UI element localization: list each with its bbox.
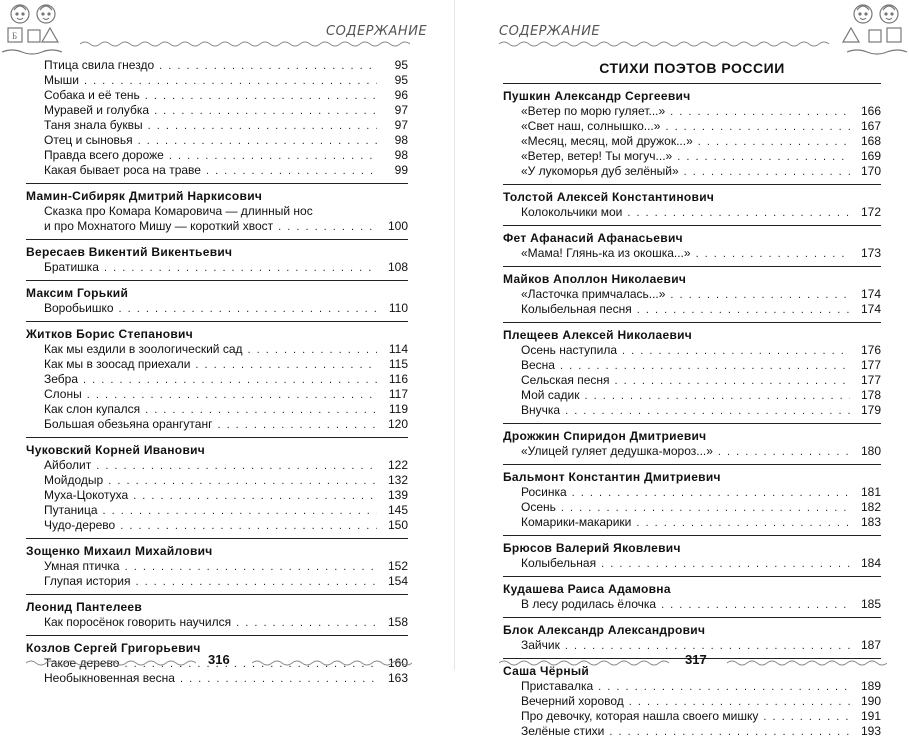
author-name: Саша Чёрный [503, 664, 590, 678]
entry-page-number: 189 [860, 679, 881, 693]
entry-page-number: 187 [860, 638, 881, 652]
entry-page-number: 114 [388, 342, 408, 356]
entry-title: «Ласточка примчалась...» [521, 287, 666, 301]
author-name: Козлов Сергей Григорьевич [26, 641, 201, 655]
entry-title: Мыши [44, 73, 79, 87]
entry-title: Зелёные стихи [521, 724, 605, 738]
toc-entry[interactable] [26, 615, 408, 630]
entry-title: Слоны [44, 387, 82, 401]
section-divider [503, 322, 881, 323]
author-name: Житков Борис Степанович [26, 327, 193, 341]
dot-leader [154, 104, 377, 119]
entry-title: Колыбельная [521, 556, 597, 570]
section-divider [26, 239, 408, 240]
dot-leader [763, 710, 850, 725]
dot-leader [148, 119, 377, 134]
toc-entry[interactable] [503, 638, 881, 653]
toc-entry[interactable] [503, 373, 881, 388]
dot-leader [236, 616, 377, 631]
dot-leader [206, 164, 377, 179]
entry-title: «Свет наш, солнышко...» [521, 119, 661, 133]
dot-leader [217, 418, 377, 433]
entry-page-number: 99 [394, 163, 408, 177]
section-divider [503, 184, 881, 185]
toc-entry[interactable] [503, 403, 881, 418]
section-divider [26, 538, 408, 539]
dot-leader [278, 220, 377, 235]
entry-page-number: 98 [394, 133, 408, 147]
entry-title: «Месяц, месяц, мой дружок...» [521, 134, 693, 148]
section-divider [503, 464, 881, 465]
toc-entry[interactable] [503, 597, 881, 612]
entry-title: Как мы ездили в зоологический сад [44, 342, 243, 356]
dot-leader [661, 598, 850, 613]
page-number: 316 [208, 652, 230, 667]
toc-entry[interactable] [503, 709, 881, 724]
dot-leader [87, 388, 377, 403]
dot-leader [684, 165, 850, 180]
svg-text:Б: Б [12, 31, 18, 41]
dot-leader [670, 105, 850, 120]
footer-wave-left [26, 659, 196, 667]
entry-title: Необыкновенная весна [44, 671, 175, 685]
toc-entry[interactable] [26, 458, 408, 473]
entry-title: Какая бывает роса на траве [44, 163, 201, 177]
toc-entry[interactable] [503, 358, 881, 373]
dot-leader [584, 389, 850, 404]
section-title: СТИХИ ПОЭТОВ РОССИИ [599, 60, 785, 76]
entry-title: Мойдодыр [44, 473, 104, 487]
dot-leader [622, 344, 850, 359]
entry-title: Комарики-макарики [521, 515, 632, 529]
entry-title: Братишка [44, 260, 99, 274]
toc-entry[interactable] [26, 417, 408, 432]
toc-entry[interactable] [26, 518, 408, 533]
footer-wave-left [499, 659, 669, 667]
author-name: Леонид Пантелеев [26, 600, 143, 614]
toc-entry[interactable] [503, 205, 881, 220]
dot-leader [637, 303, 850, 318]
toc-entry[interactable] [26, 503, 408, 518]
entry-page-number: 120 [387, 417, 408, 431]
author-name: Чуковский Корней Иванович [26, 443, 206, 457]
dot-leader [125, 560, 377, 575]
toc-entry[interactable] [503, 500, 881, 515]
author-name: Пушкин Александр Сергеевич [503, 89, 691, 103]
toc-entry[interactable] [503, 485, 881, 500]
toc-entry[interactable] [26, 260, 408, 275]
entry-page-number: 183 [860, 515, 881, 529]
entry-page-number: 110 [388, 301, 408, 315]
left-page [0, 0, 454, 685]
entry-page-number: 97 [394, 118, 408, 132]
section-divider [503, 266, 881, 267]
toc-entry[interactable] [503, 246, 881, 261]
dot-leader [601, 557, 850, 572]
entry-page-number: 179 [860, 403, 881, 417]
toc-entry[interactable] [26, 163, 408, 178]
entry-page-number: 174 [860, 287, 881, 301]
entry-page-number: 172 [860, 205, 881, 219]
toc-entry[interactable] [503, 388, 881, 403]
dot-leader [560, 359, 850, 374]
header-title: СОДЕРЖАНИЕ [326, 24, 428, 39]
section-divider [26, 635, 408, 636]
entry-title: Осень наступила [521, 343, 618, 357]
author-name: Майков Аполлон Николаевич [503, 272, 687, 286]
dot-leader [636, 516, 850, 531]
entry-page-number: 145 [387, 503, 408, 517]
entry-page-number: 97 [394, 103, 408, 117]
entry-title: Колокольчики мои [521, 205, 623, 219]
entry-page-number: 95 [394, 73, 408, 87]
entry-page-number: 191 [860, 709, 881, 723]
toc-entry[interactable] [26, 488, 408, 503]
dot-leader [698, 135, 850, 150]
section-divider [503, 83, 881, 84]
entry-title: Отец и сыновья [44, 133, 133, 147]
entry-page-number: 168 [860, 134, 881, 148]
entry-title: и про Мохнатого Мишу — короткий хвост [44, 219, 274, 233]
entry-page-number: 181 [860, 485, 881, 499]
dot-leader [565, 639, 850, 654]
author-name: Толстой Алексей Константинович [503, 190, 715, 204]
header-wave-divider [499, 40, 829, 48]
entry-page-number: 152 [387, 559, 408, 573]
toc-entry[interactable] [26, 372, 408, 387]
right-page [455, 0, 909, 738]
dot-leader [598, 680, 850, 695]
entry-title: Птица свила гнездо [44, 58, 155, 72]
section-divider [26, 594, 408, 595]
entry-page-number: 180 [860, 444, 881, 458]
entry-title: Зебра [44, 372, 79, 386]
toc-entry[interactable] [26, 301, 408, 316]
entry-title: Колыбельная песня [521, 302, 632, 316]
toc-entry[interactable] [26, 402, 408, 417]
author-name: Максим Горький [26, 286, 129, 300]
entry-page-number: 160 [387, 656, 408, 670]
toc-entry[interactable] [26, 73, 408, 88]
entry-title: Вечерний хоровод [521, 694, 624, 708]
entry-title: «Ветер по морю гуляет...» [521, 104, 666, 118]
header-title: СОДЕРЖАНИЕ [499, 24, 601, 39]
dot-leader [104, 261, 377, 276]
toc-entry[interactable] [503, 104, 881, 119]
toc-entry[interactable] [503, 302, 881, 317]
toc-entry[interactable] [503, 724, 881, 739]
author-name: Зощенко Михаил Михайлович [26, 544, 213, 558]
entry-title: «Ветер, ветер! Ты могуч...» [521, 149, 673, 163]
entry-title: Весна [521, 358, 555, 372]
dot-leader [138, 134, 377, 149]
entry-page-number: 174 [860, 302, 881, 316]
toc-entry[interactable] [26, 219, 408, 234]
toc-entry[interactable] [503, 149, 881, 164]
entry-page-number: 170 [860, 164, 881, 178]
dot-leader [615, 374, 850, 389]
entry-title: Умная птичка [44, 559, 120, 573]
entry-title: Правда всего дороже [44, 148, 164, 162]
entry-title: Как мы в зоосад приехали [44, 357, 191, 371]
children-illustration-icon [0, 0, 80, 58]
entry-page-number: 98 [394, 148, 408, 162]
toc-entry[interactable] [26, 387, 408, 402]
footer-wave-right [252, 659, 412, 667]
header-wave-divider [80, 40, 410, 48]
entry-title: Про девочку, которая нашла своего мишку [521, 709, 759, 723]
dot-leader [159, 59, 377, 74]
entry-page-number: 169 [860, 149, 881, 163]
dot-leader [84, 74, 377, 89]
entry-page-number: 185 [860, 597, 881, 611]
author-name: Плещеев Алексей Николаевич [503, 328, 693, 342]
entry-page-number: 95 [394, 58, 408, 72]
entry-page-number: 182 [860, 500, 881, 514]
entry-page-number: 184 [860, 556, 881, 570]
toc-entry[interactable] [503, 444, 881, 459]
dot-leader [83, 373, 377, 388]
table-of-contents [26, 58, 408, 686]
toc-entry[interactable] [26, 574, 408, 589]
dot-leader [677, 150, 850, 165]
entry-title: «Мама! Глянь-ка из окошка...» [521, 246, 691, 260]
toc-entry[interactable] [26, 103, 408, 118]
entry-title: Внучка [521, 403, 561, 417]
entry-title: Такое дерево [44, 656, 120, 670]
toc-entry[interactable] [503, 556, 881, 571]
dot-leader [103, 504, 377, 519]
toc-entry[interactable] [26, 148, 408, 163]
toc-entry[interactable] [26, 357, 408, 372]
dot-leader [718, 445, 850, 460]
toc-entry[interactable] [26, 88, 408, 103]
entry-title: Мой садик [521, 388, 580, 402]
section-divider [26, 183, 408, 184]
author-name: Брюсов Валерий Яковлевич [503, 541, 681, 555]
toc-entry[interactable] [26, 204, 408, 219]
toc-entry[interactable] [26, 58, 408, 73]
dot-leader [145, 89, 377, 104]
entry-title: Воробьишко [44, 301, 114, 315]
dot-leader [195, 358, 377, 373]
entry-page-number: 154 [387, 574, 408, 588]
toc-entry[interactable] [503, 343, 881, 358]
dot-leader [561, 501, 850, 516]
toc-entry[interactable] [26, 133, 408, 148]
author-name: Фет Афанасий Афанасьевич [503, 231, 683, 245]
entry-title: Муха-Цокотуха [44, 488, 129, 502]
entry-page-number: 163 [387, 671, 408, 685]
page-number: 317 [685, 652, 707, 667]
entry-title: Сельская песня [521, 373, 610, 387]
toc-entry[interactable] [26, 473, 408, 488]
entry-title: «Улицей гуляет дедушка-мороз...» [521, 444, 713, 458]
section-divider [26, 280, 408, 281]
entry-page-number: 132 [387, 473, 408, 487]
entry-title: «У лукоморья дуб зелёный» [521, 164, 679, 178]
toc-entry[interactable] [503, 119, 881, 134]
dot-leader [169, 149, 377, 164]
entry-title: Собака и её тень [44, 88, 140, 102]
table-of-contents [503, 58, 881, 739]
entry-page-number: 150 [387, 518, 408, 532]
dot-leader [145, 403, 377, 418]
entry-page-number: 166 [860, 104, 881, 118]
section-divider [503, 225, 881, 226]
dot-leader [133, 489, 377, 504]
author-name: Бальмонт Константин Дмитриевич [503, 470, 721, 484]
author-name: Блок Александр Александрович [503, 623, 706, 637]
dot-leader [627, 206, 850, 221]
section-divider [503, 423, 881, 424]
dot-leader [609, 725, 850, 740]
entry-title: В лесу родилась ёлочка [521, 597, 657, 611]
entry-title: Росинка [521, 485, 567, 499]
entry-title: Путаница [44, 503, 98, 517]
toc-entry[interactable] [503, 515, 881, 530]
toc-entry[interactable] [26, 559, 408, 574]
entry-title: Сказка про Комара Комаровича — длинный нос [44, 204, 313, 218]
dot-leader [565, 404, 850, 419]
toc-entry[interactable] [503, 134, 881, 149]
footer-wave-right [727, 659, 887, 667]
entry-page-number: 193 [860, 724, 881, 738]
toc-entry[interactable] [26, 118, 408, 133]
dot-leader [135, 575, 377, 590]
toc-entry[interactable] [26, 342, 408, 357]
dot-leader [629, 695, 850, 710]
entry-page-number: 139 [387, 488, 408, 502]
entry-page-number: 190 [860, 694, 881, 708]
entry-page-number: 177 [860, 373, 881, 387]
entry-page-number: 167 [860, 119, 881, 133]
entry-title: Зайчик [521, 638, 560, 652]
entry-page-number: 115 [388, 357, 408, 371]
toc-entry[interactable] [503, 679, 881, 694]
entry-page-number: 158 [387, 615, 408, 629]
entry-page-number: 116 [388, 372, 408, 386]
section-divider [503, 617, 881, 618]
dot-leader [120, 519, 377, 534]
dot-leader [696, 247, 850, 262]
toc-entry[interactable] [503, 287, 881, 302]
entry-title: Как слон купался [44, 402, 141, 416]
entry-page-number: 117 [388, 387, 408, 401]
entry-title: Большая обезьяна орангутанг [44, 417, 213, 431]
entry-page-number: 100 [387, 219, 408, 233]
section-divider [26, 437, 408, 438]
section-divider [26, 321, 408, 322]
entry-page-number: 173 [860, 246, 881, 260]
author-name: Вересаев Викентий Викентьевич [26, 245, 233, 259]
entry-page-number: 178 [860, 388, 881, 402]
dot-leader [665, 120, 850, 135]
entry-page-number: 108 [387, 260, 408, 274]
entry-page-number: 176 [860, 343, 881, 357]
dot-leader [180, 672, 377, 687]
entry-title: Как поросёнок говорить научился [44, 615, 232, 629]
dot-leader [670, 288, 850, 303]
toc-entry[interactable] [503, 164, 881, 179]
toc-entry[interactable] [503, 694, 881, 709]
entry-title: Осень [521, 500, 556, 514]
toc-entry[interactable] [26, 671, 408, 686]
entry-title: Глупая история [44, 574, 131, 588]
dot-leader [96, 459, 377, 474]
author-name: Дрожжин Спиридон Дмитриевич [503, 429, 707, 443]
entry-title: Приставалка [521, 679, 594, 693]
author-name: Кудашева Раиса Адамовна [503, 582, 671, 596]
section-divider [503, 535, 881, 536]
entry-title: Чудо-дерево [44, 518, 116, 532]
dot-leader [119, 302, 377, 317]
entry-page-number: 122 [387, 458, 408, 472]
entry-title: Муравей и голубка [44, 103, 150, 117]
entry-page-number: 177 [860, 358, 881, 372]
entry-title: Таня знала буквы [44, 118, 143, 132]
dot-leader [248, 343, 378, 358]
dot-leader [108, 474, 377, 489]
author-name: Мамин-Сибиряк Дмитрий Наркисович [26, 189, 263, 203]
children-illustration-icon [829, 0, 909, 58]
entry-title: Айболит [44, 458, 92, 472]
entry-page-number: 119 [388, 402, 408, 416]
dot-leader [572, 486, 850, 501]
section-divider [503, 576, 881, 577]
entry-page-number: 96 [394, 88, 408, 102]
